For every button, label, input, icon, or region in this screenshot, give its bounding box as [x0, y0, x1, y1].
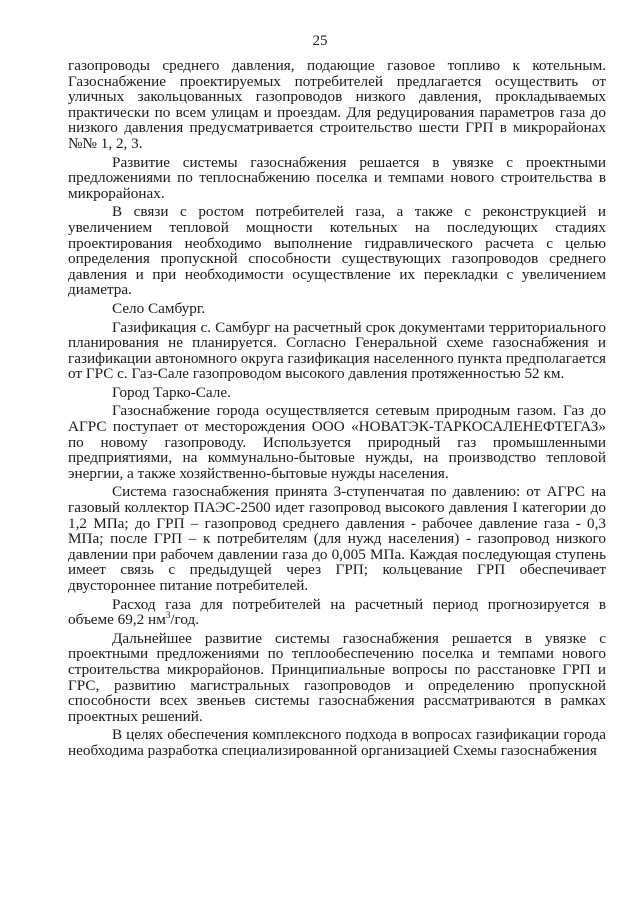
- paragraph: Развитие системы газоснабжения решается в увязке с проектными предложениями по теплоснабжению поселка и темпами нового строительства в микрорайонах.: [68, 153, 606, 202]
- paragraph: Дальнейшее развитие системы газоснабжения решается в увязке с проектными предложениями по теплообеспечению поселка и темпами нового строительства микрорайонов. Принципиальные вопросы по расстановке ГРП и ГРС, развитию магистральных газопроводов и определению пропускной способности всех звеньев системы газоснабжения рассматриваются в рамках проектных решений.: [68, 629, 606, 725]
- paragraph: В связи с ростом потребителей газа, а также с реконструкцией и увеличением тепловой мощности котельных на последующих стадиях проектирования необходимо выполнение гидравлического расчета с целью определения пропускной способности существующих газопроводов среднего давления и при необходимости осуществление их перекладки с увеличением диаметра.: [68, 203, 606, 299]
- paragraph: Система газоснабжения принята 3-ступенчатая по давлению: от АГРС на газовый коллектор ПАЭС-2500 идет газопровод высокого давления I категории до 1,2 МПа; до ГРП – газопровод среднего давления - рабочее давление газа - 0,3 МПа; после ГРП – к потребителям (для нужд населения) - газопровод низкого давлении при рабочем давлении газа до 0,005 МПа. Каждая последующая ступень имеет связь с предыдущей через ГРП; кольцевание ГРП обеспечивает двустороннее питание потребителей.: [68, 483, 606, 594]
- page-number: 25: [312, 33, 328, 49]
- consumption-superscript: 3: [165, 610, 171, 621]
- paragraph: Газоснабжение города осуществляется сетевым природным газом. Газ до АГРС поступает от месторождения ООО «НОВАТЭК-ТАРКОСАЛЕНЕФТЕГАЗ» по новому газопроводу. Используется природный газ промышленными предприятиями, на коммунально-бытовые нужды, на производство тепловой энергии, а также хозяйственно-бытовые нужды населения.: [68, 402, 606, 482]
- consumption-tail: /год.: [170, 611, 200, 629]
- section-heading-tarko-sale: Город Тарко-Сале.: [112, 383, 231, 401]
- paragraph: газопроводы среднего давления, подающие газовое топливо к котельным. Газоснабжение проектируемых потребителей предлагается осуществить от уличных закольцованных газопроводов низкого давления, прокладываемых практически по всем улицам и проездам. Для редуцирования параметров газа до низкого давления предусматривается строительство шести ГРП в микрорайонах №№ 1, 2, 3.: [68, 57, 606, 152]
- paragraph: В целях обеспечения комплексного подхода в вопросах газификации города необходима разработка специализированной организацией Схемы газоснабжения: [68, 726, 606, 759]
- paragraph-gas-consumption: [68, 597, 606, 628]
- consumption-text: Расход газа для потребителей на расчетный период прогнозируется в объеме 69,2 нм: [68, 595, 606, 629]
- document-body: [68, 58, 606, 762]
- paragraph: Газификация с. Самбург на расчетный срок документами территориального планирования не планируется. Согласно Генеральной схеме газоснабжения и газификации автономного округа газификация населенного пункта предполагается от ГРС с. Газ-Сале газопроводом высокого давления протяженностью 52 км.: [68, 318, 606, 383]
- section-heading-samburg: Село Самбург.: [112, 299, 206, 317]
